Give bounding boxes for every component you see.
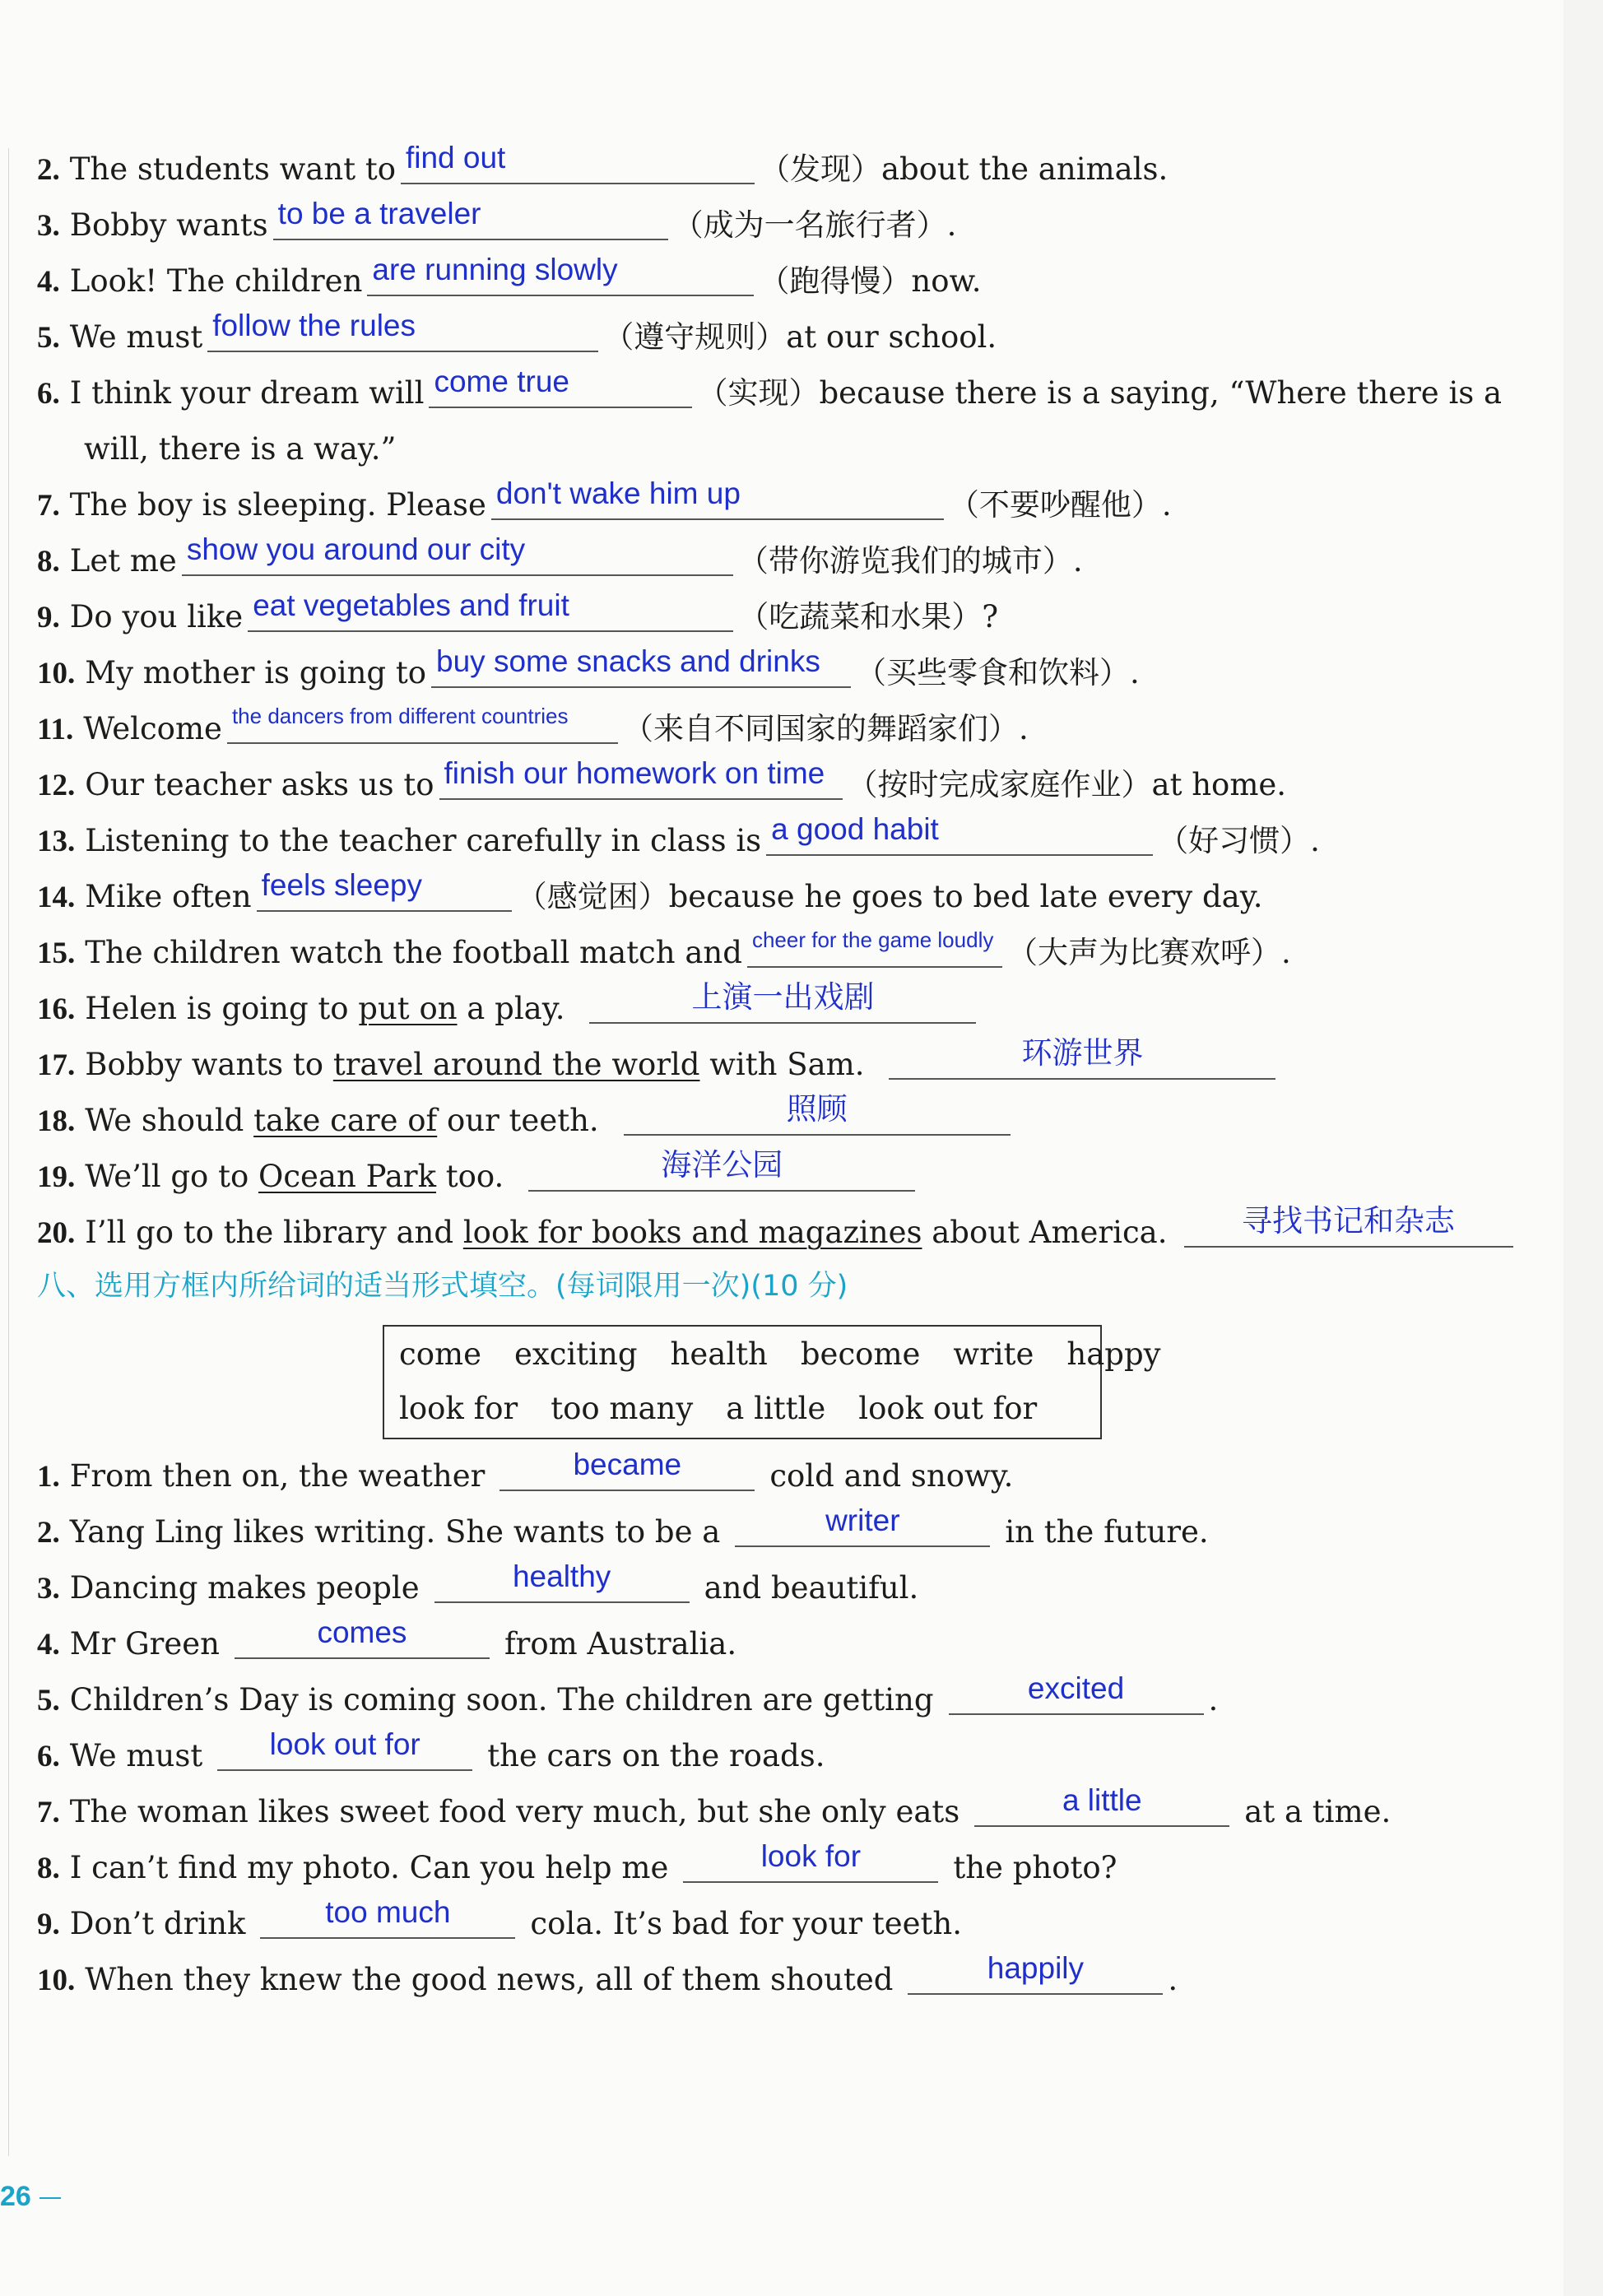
answer-blank[interactable]: come true <box>429 374 692 408</box>
question-line: 10. When they knew the good news, all of them shouted happily . <box>37 1951 1178 1997</box>
question-line: 9. Don’t drink too much cola. It’s bad for your teeth. <box>37 1895 962 1941</box>
question-line: 8. I can’t find my photo. Can you help me look for the photo? <box>37 1839 1117 1885</box>
question-line: 13. Listening to the teacher carefully in class is a good habit （好习惯）. <box>37 812 1320 858</box>
answer-blank[interactable]: to be a traveler <box>273 206 668 240</box>
question-line: 7. The boy is sleeping. Please don't wake him up （不要吵醒他）. <box>37 476 1172 523</box>
question-line: 16. Helen is going to put on a play. 上演一出戏剧 <box>37 989 981 1029</box>
answer-blank[interactable]: a good habit <box>766 821 1153 856</box>
answer-blank[interactable]: writer <box>735 1513 990 1547</box>
question-line: 19. We’ll go to Ocean Park too. 海洋公园 <box>37 1157 920 1197</box>
question-line: 6. We must look out for the cars on the roads. <box>37 1727 825 1773</box>
question-line: 4. Mr Green comes from Australia. <box>37 1615 737 1662</box>
question-line: 3. Dancing makes people healthy and beautiful. <box>37 1559 919 1606</box>
answer-blank[interactable]: the dancers from different countries <box>227 709 618 744</box>
answer-blank[interactable]: look for <box>683 1848 938 1883</box>
question-line: 6. I think your dream will come true （实现）because there is a saying, “Where there is a <box>37 365 1503 411</box>
question-line: 5. We must follow the rules （遵守规则）at our school. <box>37 309 997 355</box>
question-line: 20. I’ll go to the library and look for books and magazines about America. 寻找书记和杂志 <box>37 1213 1518 1253</box>
answer-blank[interactable]: 寻找书记和杂志 <box>1184 1213 1513 1248</box>
question-line: 15. The children watch the football match and cheer for the game loudly （大声为比赛欢呼）. <box>37 927 1291 970</box>
question-line: 5. Children’s Day is coming soon. The children are getting excited . <box>37 1671 1219 1717</box>
answer-blank[interactable]: feels sleepy <box>257 877 512 912</box>
answer-blank[interactable]: follow the rules <box>207 318 598 352</box>
question-line: 12. Our teacher asks us to finish our homework on time （按时完成家庭作业）at home. <box>37 756 1287 802</box>
question-line: 9. Do you like eat vegetables and fruit （吃蔬菜和水果）? <box>37 588 999 634</box>
question-line: 18. We should take care of our teeth. 照顾 <box>37 1101 1015 1141</box>
answer-blank[interactable]: look out for <box>217 1736 472 1771</box>
answer-blank[interactable]: 照顾 <box>624 1101 1011 1136</box>
page-number: 26 <box>0 2181 31 2212</box>
answer-blank[interactable]: happily <box>908 1960 1163 1995</box>
question-line: 14. Mike often feels sleepy （感觉困）because he goes to bed late every day. <box>37 868 1263 914</box>
answer-blank[interactable]: comes <box>235 1624 490 1659</box>
answer-blank[interactable]: show you around our city <box>182 541 733 576</box>
question-line: 1. From then on, the weather became cold and snowy. <box>37 1448 1014 1494</box>
page-number-dash <box>39 2197 61 2199</box>
answer-blank[interactable]: excited <box>949 1680 1204 1715</box>
answer-blank[interactable]: are running slowly <box>367 262 754 296</box>
answer-blank[interactable]: became <box>499 1457 755 1491</box>
question-line: 8. Let me show you around our city （带你游览我们的城市）. <box>37 532 1083 579</box>
question-line: 7. The woman likes sweet food very much, but she only eats a little at a time. <box>37 1783 1392 1829</box>
answer-blank[interactable]: 环游世界 <box>889 1045 1275 1080</box>
answer-blank[interactable]: find out <box>401 150 755 184</box>
answer-blank[interactable]: healthy <box>434 1569 690 1603</box>
left-margin-line <box>8 148 9 2156</box>
section-title: 八、选用方框内所给词的适当形式填空。(每词限用一次)(10 分) <box>37 1270 848 1303</box>
answer-blank[interactable]: 海洋公园 <box>528 1157 915 1192</box>
word-box <box>383 1325 1161 1439</box>
answer-blank[interactable]: finish our homework on time <box>439 765 843 800</box>
answer-blank[interactable]: eat vegetables and fruit <box>248 597 733 632</box>
question-line: 3. Bobby wants to be a traveler （成为一名旅行者）. <box>37 197 957 243</box>
word-box-row: come exciting health become write happy <box>399 1336 1161 1372</box>
question-line: 10. My mother is going to buy some snacks and drinks （买些零食和饮料）. <box>37 644 1140 690</box>
question-line: 11. Welcome the dancers from different countries （来自不同国家的舞蹈家们）. <box>37 704 1029 746</box>
question-line: 2. Yang Ling likes writing. She wants to be a writer in the future. <box>37 1504 1209 1550</box>
answer-blank[interactable]: don't wake him up <box>491 486 944 520</box>
answer-blank[interactable]: too much <box>260 1904 515 1939</box>
question-line: 17. Bobby wants to travel around the world with Sam. 环游世界 <box>37 1045 1280 1085</box>
answer-blank[interactable]: cheer for the game loudly <box>747 933 1002 968</box>
question-line: 4. Look! The children are running slowly （跑得慢）now. <box>37 253 982 299</box>
answer-blank[interactable]: a little <box>974 1792 1229 1827</box>
word-box-row: look for too many a little look out for <box>399 1391 1038 1426</box>
question-line-continued: will, there is a way.” <box>84 431 397 467</box>
answer-blank[interactable]: buy some snacks and drinks <box>431 653 851 688</box>
question-line: 2. The students want to find out （发现）about the animals. <box>37 141 1169 187</box>
answer-blank[interactable]: 上演一出戏剧 <box>589 989 976 1024</box>
